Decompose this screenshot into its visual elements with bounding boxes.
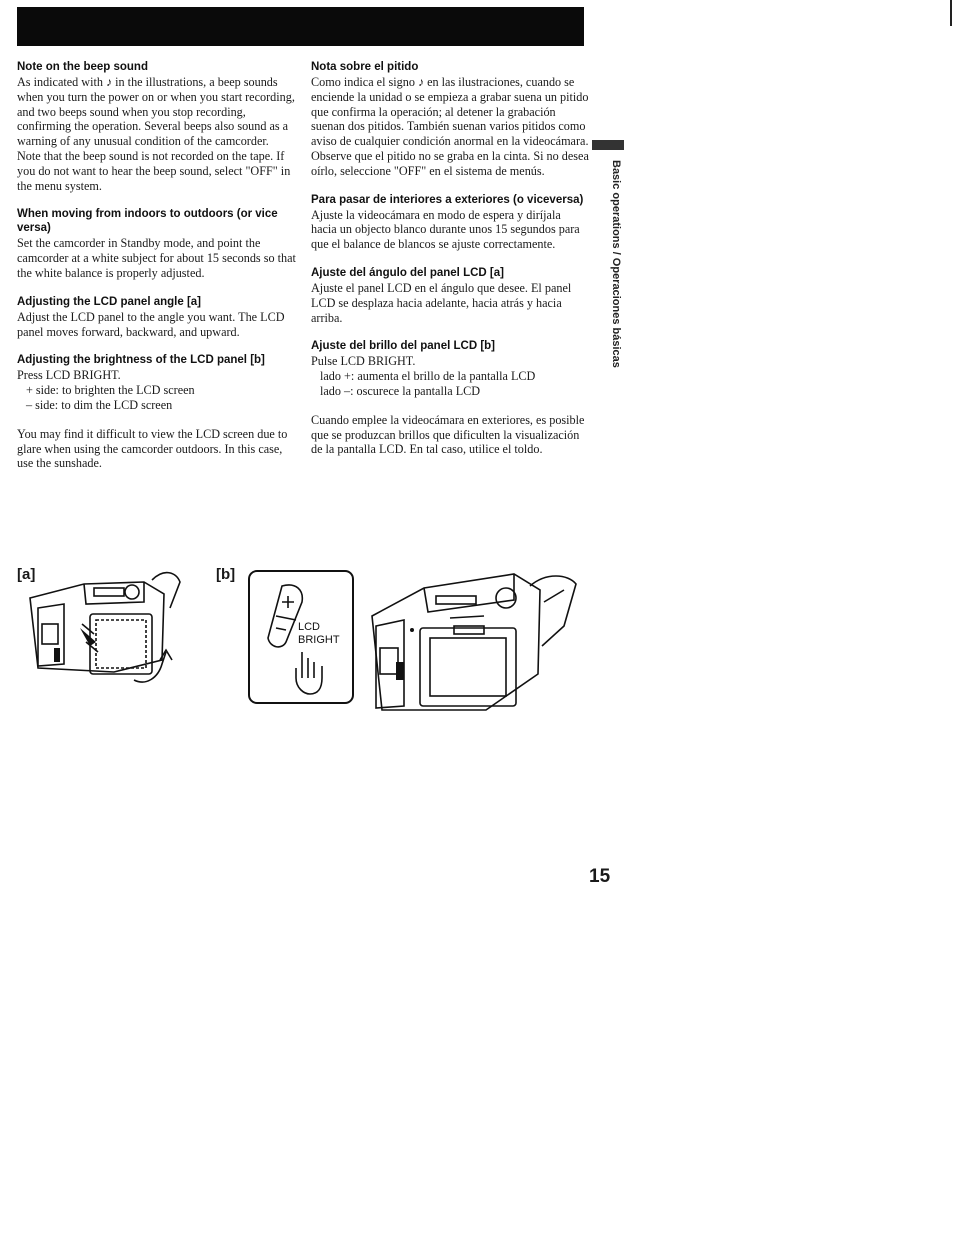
angle-heading-es: Ajuste del ángulo del panel LCD [a] [311,266,504,279]
figure-b-lcd-bright-button-closeup [246,568,356,706]
beep-paragraph-1-es: Como indica el signo ♪ en las ilustraciones, cuando se enciende la unidad o se empieza a grabar suena un pitido que confirma la operación; al detener la grabación suenan dos pitidos. También suenan varios pitidos como aviso de cualquier condición anormal en la videocámara. [311,75,589,149]
header-bar [17,7,584,46]
indoors-section-es [311,193,589,252]
brightness-minus-es: lado –: oscurece la pantalla LCD [320,383,481,398]
brightness-heading-es: Ajuste del brillo del panel LCD [b] [311,340,496,353]
page-number: 15 [589,866,611,887]
brightness-section-es [311,339,589,457]
figure-b-label: [b] [216,566,236,583]
indoors-heading-es: Para pasar de interiores a exteriores (o viceversa) [311,193,584,206]
brightness-plus-en: + side: to brighten the LCD screen [26,383,195,398]
pressing-finger-icon [296,652,322,694]
brightness-paragraph-1-es: Pulse LCD BRIGHT. [311,354,416,369]
beep-section-en [17,60,297,193]
indoors-paragraph-en: Set the camcorder in Standby mode, and point the camcorder at a white subject for about 15 seconds so that the white balance is properly adjusted. [17,236,296,280]
spanish-column [311,60,589,471]
indoors-paragraph-es: Ajuste la videocámara en modo de espera y diríjala hacia un objecto blanco durante unos 15 segundos para que el balance de blancos se ajuste correctamente. [311,207,580,252]
beep-section-es [311,60,589,179]
beep-paragraph-1-en: As indicated with ♪ in the illustrations, a beep sounds when you turn the power on or when you start recording, and two beeps sound when you stop recording, confirming the operation. Several beeps also sound as a warning of any unusual condition of the camcorder. [17,75,295,149]
section-tab-marker [592,140,624,150]
angle-heading-en: Adjusting the LCD panel angle [a] [17,295,202,308]
figure-a-camcorder-illustration [24,568,192,690]
indoors-heading-en: When moving from indoors to outdoors (or vice versa) [17,208,278,235]
angle-paragraph-es: Ajuste el panel LCD en el ángulo que desee. El panel LCD se desplaza hacia adelante, hacia atrás y hacia arriba. [311,280,572,325]
beep-paragraph-2-en: Note that the beep sound is not recorded on the tape. If you do not want to hear the beep sound, select "OFF" in the menu system. [17,148,291,193]
figure-a-label: [a] [17,566,36,583]
section-side-label: Basic operations / Operaciones básicas [610,160,622,368]
figure-b-camcorder-illustration [364,566,586,718]
english-column [17,60,297,485]
page-edge-rule [950,0,952,26]
brightness-plus-es: lado +: aumenta el brillo de la pantalla LCD [320,369,536,384]
angle-section-en [17,295,297,340]
brightness-paragraph-2-en: You may find it difficult to view the LCD screen due to glare when using the camcorder outdoors. In this case, use the sunshade. [17,426,288,471]
angle-section-es [311,266,589,325]
brightness-paragraph-1-en: Press LCD BRIGHT. [17,368,121,383]
bright-label: BRIGHT [298,634,340,646]
beep-paragraph-2-es: Observe que el pitido no se graba en la cinta. Si no desea oírlo, seleccione "OFF" en el sistema de menús. [311,148,589,178]
indoors-section-en [17,207,297,280]
beep-heading-en: Note on the beep sound [17,61,148,73]
brightness-heading-en: Adjusting the brightness of the LCD panel [b] [17,354,265,367]
beep-heading-es: Nota sobre el pitido [311,61,419,73]
angle-paragraph-en: Adjust the LCD panel to the angle you want. The LCD panel moves forward, backward, and upward. [17,309,285,339]
brightness-minus-en: – side: to dim the LCD screen [26,397,173,412]
brightness-section-en [17,353,297,471]
brightness-paragraph-2-es: Cuando emplee la videocámara en exteriores, es posible que se produzcan brillos que dificulten la visualización de la pantalla LCD. En tal caso, utilice el toldo. [311,412,585,457]
lcd-label: LCD [298,621,321,633]
